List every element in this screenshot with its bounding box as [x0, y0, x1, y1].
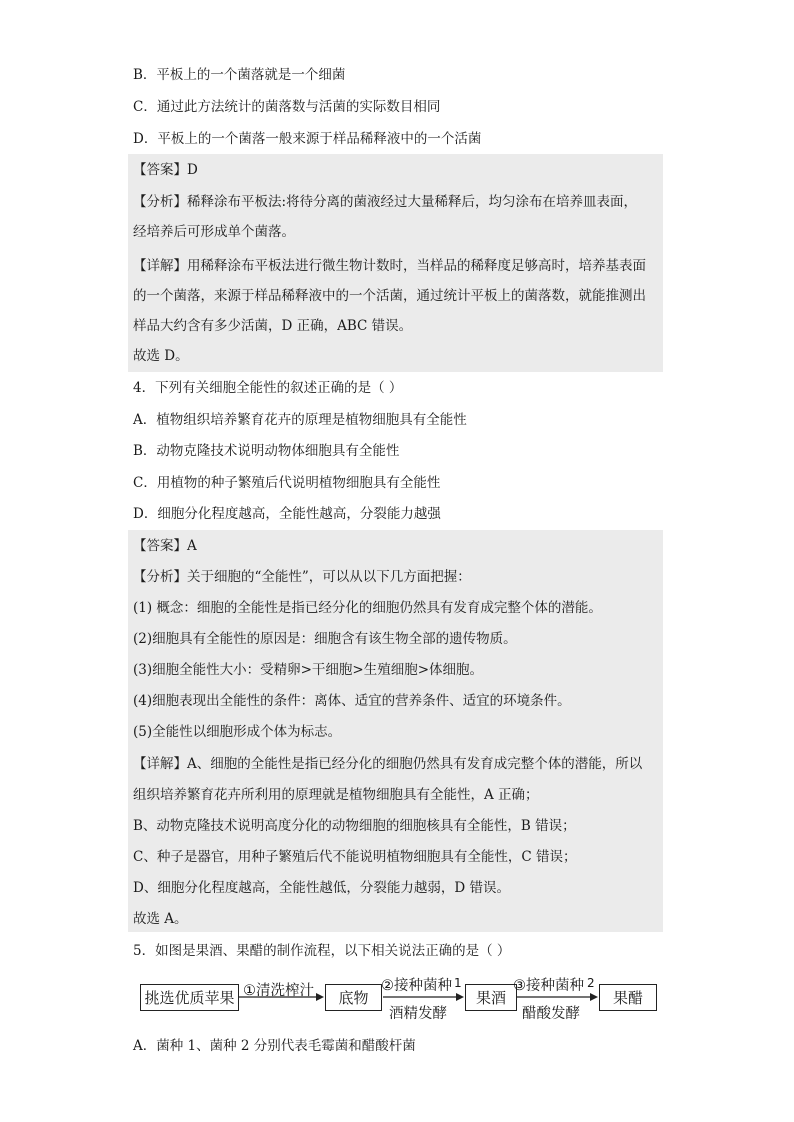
- flow-step-inoculate-1: ②接种菌种: [381, 978, 452, 994]
- flow-box-wine: 果酒: [465, 984, 517, 1011]
- flow-step-inoculate-2: ③接种菌种: [513, 978, 584, 994]
- detail-text: D、细胞分化程度越高，全能性越低，分裂能力越弱，D 错误。: [133, 880, 510, 896]
- question-stem: 5．如图是果酒、果醋的制作流程，以下相关说法正确的是（ ）: [133, 943, 511, 959]
- detail-text: 的一个菌落，来源于样品稀释液中的一个活菌，通过统计平板上的菌落数，就能推测出: [133, 288, 646, 304]
- conclusion-text: 故选 D。: [133, 348, 189, 364]
- option-a: A．植物组织培养繁育花卉的原理是植物细胞具有全能性: [133, 412, 467, 428]
- conclusion-text: 故选 A。: [133, 911, 188, 927]
- option-a: A．菌种 1、菌种 2 分别代表毛霉菌和醋酸杆菌: [133, 1038, 416, 1054]
- analysis-point: (1) 概念：细胞的全能性是指已经分化的细胞仍然具有发育成完整个体的潜能。: [133, 600, 602, 616]
- option-b: B．动物克隆技术说明动物体细胞具有全能性: [133, 443, 400, 459]
- answer-label: 【答案】A: [133, 538, 197, 554]
- flow-box-vinegar: 果醋: [599, 984, 657, 1011]
- analysis-point: (4)细胞表现出全能性的条件：离体、适宜的营养条件、适宜的环境条件。: [133, 693, 571, 709]
- analysis-text: 【分析】关于细胞的“全能性”，可以从以下几方面把握：: [133, 569, 471, 585]
- detail-text: C、种子是器官，用种子繁殖后代不能说明植物细胞具有全能性，C 错误；: [133, 849, 577, 865]
- option-d: D．平板上的一个菌落一般来源于样品稀释液中的一个活菌: [133, 131, 482, 147]
- option-c: C．用植物的种子繁殖后代说明植物细胞具有全能性: [133, 475, 441, 491]
- question-stem: 4．下列有关细胞全能性的叙述正确的是（ ）: [133, 380, 403, 396]
- detail-text: 组织培养繁育花卉所利用的原理就是植物细胞具有全能性，A 正确；: [133, 787, 539, 803]
- answer-label: 【答案】D: [133, 162, 198, 178]
- flow-step-alcohol-fermentation: 酒精发酵: [389, 1006, 447, 1022]
- flow-step-acetic-fermentation: 醋酸发酵: [522, 1006, 580, 1022]
- flow-step-wash: ①清洗榨汁: [243, 983, 314, 999]
- flow-box-apple: 挑选优质苹果: [140, 984, 239, 1011]
- analysis-text: 【分析】稀释涂布平板法:将待分离的菌液经过大量稀释后，均匀涂布在培养皿表面，: [133, 194, 638, 210]
- flow-step-inoculate-2-number: 2: [587, 976, 595, 990]
- detail-text: 【详解】A、细胞的全能性是指已经分化的细胞仍然具有发育成完整个体的潜能，所以: [133, 756, 643, 772]
- detail-text: B、动物克隆技术说明高度分化的动物细胞的细胞核具有全能性，B 错误；: [133, 818, 576, 834]
- detail-text: 样品大约含有多少活菌，D 正确，ABC 错误。: [133, 318, 413, 334]
- flow-step-inoculate-1-number: 1: [454, 976, 462, 990]
- analysis-text: 经培养后可形成单个菌落。: [133, 224, 295, 240]
- option-c: C．通过此方法统计的菌落数与活菌的实际数目相同: [133, 99, 441, 115]
- detail-text: 【详解】用稀释涂布平板法进行微生物计数时，当样品的稀释度足够高时，培养基表面: [133, 258, 646, 274]
- flow-box-substrate: 底物: [325, 984, 382, 1011]
- analysis-point: (5)全能性以细胞形成个体为标志。: [133, 724, 342, 740]
- option-d: D．细胞分化程度越高，全能性越高，分裂能力越强: [133, 506, 441, 522]
- analysis-point: (2)细胞具有全能性的原因是：细胞含有该生物全部的遗传物质。: [133, 631, 517, 647]
- option-b: B．平板上的一个菌落就是一个细菌: [133, 67, 346, 83]
- analysis-point: (3)细胞全能性大小：受精卵>干细胞>生殖细胞>体细胞。: [133, 662, 484, 678]
